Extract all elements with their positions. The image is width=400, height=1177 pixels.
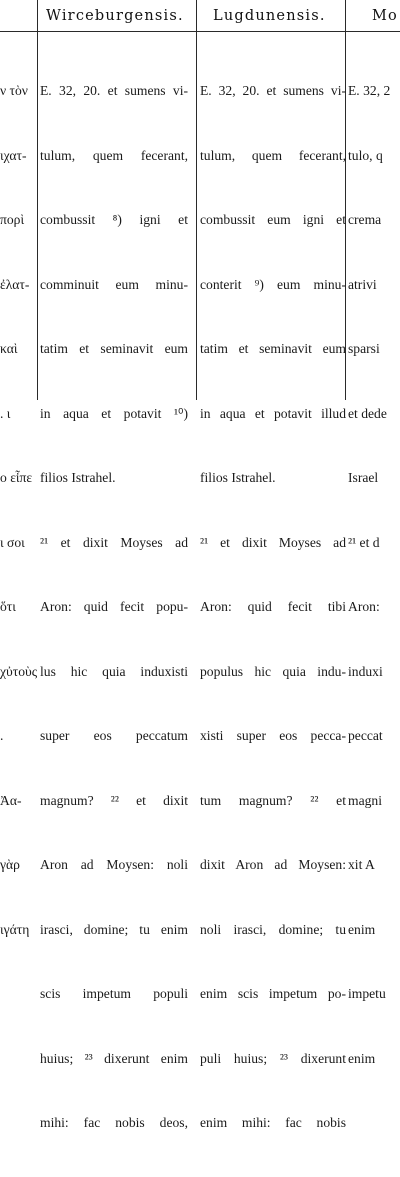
monacensis-line: induxi xyxy=(348,663,383,679)
greek-column xyxy=(0,37,40,983)
lugdunensis-line: dixit Aron ad Moysen: xyxy=(200,857,346,872)
greek-line: πορὶ xyxy=(0,212,25,227)
greek-line: χὐτοὺς xyxy=(0,663,38,679)
lugdunensis-line: in aqua et potavit illud xyxy=(200,405,346,421)
greek-line: ο εἶπε xyxy=(0,470,33,485)
wirceburgensis-line: E. 32, 20. et sumens vi- xyxy=(40,83,188,98)
wirceburgensis-line: combussit ⁸) igni et xyxy=(40,212,188,227)
monacensis-line: impetu xyxy=(348,986,386,1001)
wirceburgensis-line: Aron: quid fecit popu- xyxy=(40,599,188,614)
monacensis-line: atrivi xyxy=(348,276,377,292)
greek-line: . ι xyxy=(0,405,11,421)
lugdunensis-line: combussit eum igni et xyxy=(200,212,346,227)
lugdunensis-line: enim mihi: fac nobis xyxy=(200,1115,346,1130)
monacensis-line: enim xyxy=(348,1050,376,1066)
lugdunensis-line: populus hic quia indu- xyxy=(200,663,346,679)
greek-line: ι σοι xyxy=(0,534,25,550)
wirceburgensis-line: irasci, domine; tu enim xyxy=(40,921,188,937)
wirceburgensis-line: super eos peccatum xyxy=(40,728,188,743)
monacensis-line: Aron: xyxy=(348,599,380,614)
lugdunensis-line: enim scis impetum po- xyxy=(200,986,346,1001)
monacensis-line: et dede xyxy=(348,405,387,421)
monacensis-line: crema xyxy=(348,212,382,227)
lugdunensis-line: conterit ⁹) eum minu- xyxy=(200,276,346,292)
monacensis-line: ²¹ et d xyxy=(348,534,380,550)
lugdunensis-line: E. 32, 20. et sumens vi- xyxy=(200,83,346,98)
lugdunensis-line: puli huius; ²³ dixerunt xyxy=(200,1050,346,1066)
monacensis-line: magni xyxy=(348,792,382,808)
greek-line: ιγάτη xyxy=(0,921,30,937)
lugdunensis-line: xisti super eos pecca- xyxy=(200,728,346,743)
monacensis-line: xit A xyxy=(348,857,375,872)
wirceburgensis-line: Aron ad Moysen: noli xyxy=(40,857,188,872)
lugdunensis-line: filios Istrahel. xyxy=(200,470,276,485)
wirceburgensis-line: mihi: fac nobis deos, xyxy=(40,1115,188,1130)
monacensis-line: peccat xyxy=(348,728,383,743)
monacensis-line: enim xyxy=(348,921,376,937)
wirceburgensis-column xyxy=(40,37,188,1177)
greek-line: ν τὸν xyxy=(0,83,28,98)
lugdunensis-line: noli irasci, domine; tu xyxy=(200,921,346,937)
monacensis-line: E. 32, 2 xyxy=(348,83,391,98)
greek-line: ιχατ- xyxy=(0,147,27,163)
header-lugdunensis: Lugdunensis. xyxy=(213,8,326,24)
column-rule-2 xyxy=(196,0,197,400)
lugdunensis-line: tatim et seminavit eum xyxy=(200,341,346,356)
greek-line: καὶ xyxy=(0,341,18,356)
wirceburgensis-line: huius; ²³ dixerunt enim xyxy=(40,1050,188,1066)
monacensis-line: Israel xyxy=(348,470,379,485)
wirceburgensis-line: scis impetum populi xyxy=(40,986,188,1001)
wirceburgensis-line: lus hic quia induxisti xyxy=(40,663,188,679)
lugdunensis-line: ²¹ et dixit Moyses ad xyxy=(200,534,346,550)
greek-line: ὅτι xyxy=(0,599,16,614)
lugdunensis-line: Aron: quid fecit tibi xyxy=(200,599,346,614)
lugdunensis-column xyxy=(200,37,346,1177)
lugdunensis-line: tum magnum? ²² et xyxy=(200,792,346,808)
monacensis-column xyxy=(348,37,400,1112)
greek-line: Ἀα- xyxy=(0,792,22,808)
wirceburgensis-line: filios Istrahel. xyxy=(40,470,116,485)
wirceburgensis-line: ²¹ et dixit Moyses ad xyxy=(40,534,188,550)
greek-line: γὰρ xyxy=(0,857,20,872)
wirceburgensis-line: tatim et seminavit eum xyxy=(40,341,188,356)
wirceburgensis-line: in aqua et potavit ¹⁰) xyxy=(40,405,188,421)
monacensis-line: tulo, q xyxy=(348,147,383,163)
header-monacensis: Mo xyxy=(372,8,398,24)
header-wirceburgensis: Wirceburgensis. xyxy=(46,8,184,24)
header-divider xyxy=(0,31,400,32)
lugdunensis-line: tulum, quem fecerant, xyxy=(200,147,346,163)
greek-line: . xyxy=(0,728,4,743)
wirceburgensis-line: tulum, quem fecerant, xyxy=(40,147,188,163)
monacensis-line: sparsi xyxy=(348,341,380,356)
wirceburgensis-line: comminuit eum minu- xyxy=(40,276,188,292)
greek-line: ἐλατ- xyxy=(0,276,30,292)
wirceburgensis-line: magnum? ²² et dixit xyxy=(40,792,188,808)
